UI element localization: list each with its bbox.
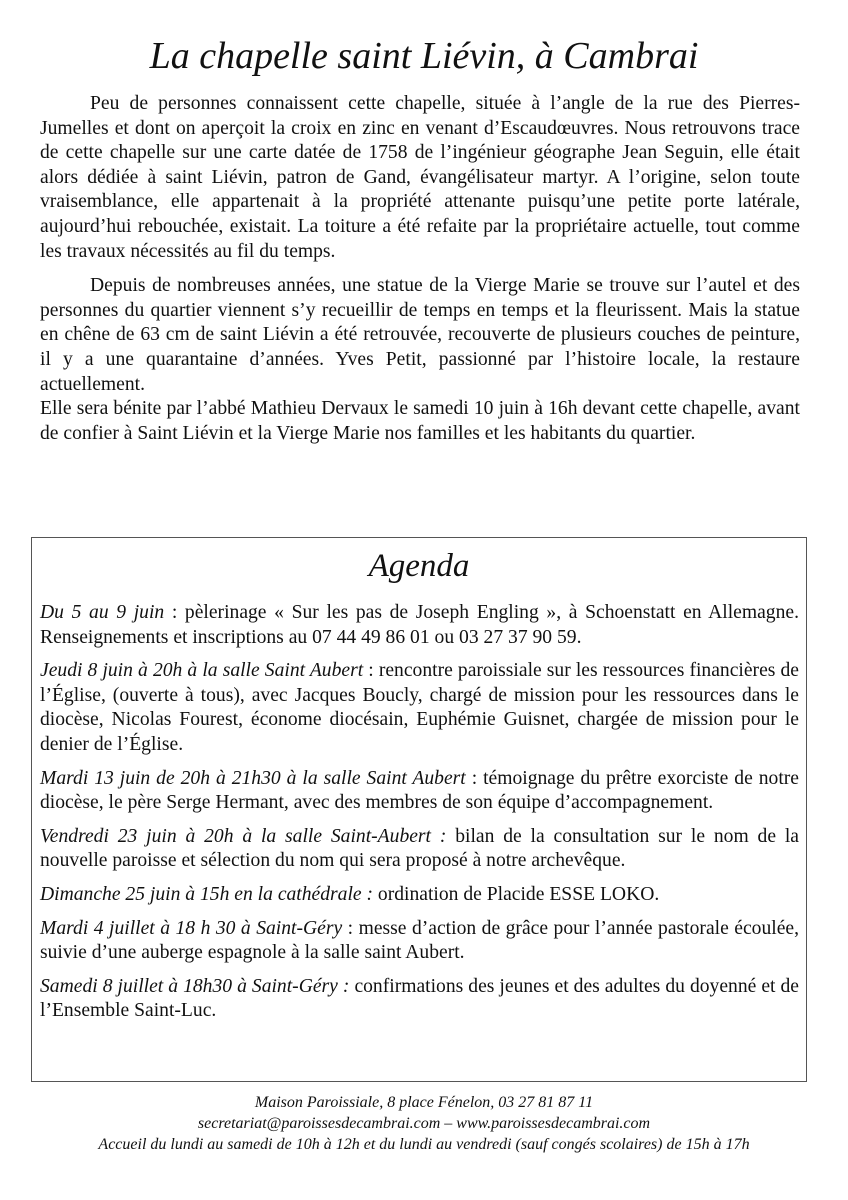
footer-contact: secretariat@paroissesdecambrai.com – www.paroissesdecambrai.com	[197, 1115, 651, 1132]
agenda-item-text: ordination de Placide ESSE LOKO.	[373, 883, 660, 905]
agenda-box	[31, 537, 807, 1082]
agenda-item-text: bilan de la consultation sur le nom de la nouvelle paroisse et sélection du nom qui sera proposé à notre archevêque.	[40, 825, 799, 872]
page-title: La chapelle saint Liévin, à Cambrai	[149, 35, 699, 77]
agenda-item-date: Dimanche 25 juin à 15h en la cathédrale :	[40, 883, 374, 905]
agenda-list	[32, 601, 806, 1024]
article-body	[40, 92, 800, 446]
agenda-item-date: Vendredi 23 juin à 20h à la salle Saint-Aubert :	[40, 825, 447, 847]
agenda-item-text: : témoignage du prêtre exorciste de notre diocèse, le père Serge Hermant, avec des membres de son équipe d’accompagnement.	[40, 767, 799, 814]
footer-hours: Accueil du lundi au samedi de 10h à 12h et du lundi au vendredi (sauf congés scolaires) de 15h à 17h	[98, 1136, 750, 1153]
agenda-item	[40, 601, 799, 650]
agenda-item-date: Jeudi 8 juin à 20h à la salle Saint Aubert	[40, 660, 364, 682]
agenda-item	[40, 767, 799, 816]
agenda-item-date: Mardi 4 juillet à 18 h 30 à Saint-Géry	[40, 917, 343, 939]
agenda-item-text: : pèlerinage « Sur les pas de Joseph Engling », à Schoenstatt en Allemagne. Renseignements et inscriptions au 07 44 49 86 01 ou 03 27 37 90 59.	[40, 602, 799, 648]
article-paragraph: Peu de personnes connaissent cette chapelle, située à l’angle de la rue des Pierres-Jumelles et dont on aperçoit la croix en zinc en venant d’Escaudœuvres. Nous retrouvons trace de cette chapelle sur une carte datée de 1758 de l’ingénieur géographe Jean Seguin, elle était alors dédiée à saint Liévin, patron de Gand, évangélisateur martyr. A l’origine, selon toute vraisemblance, elle appartenait à la propriété attenante puisqu’une petite porte latérale, aujourd’hui rebouchée, existait. La toiture a été refaite par la propriétaire actuelle, tout comme les travaux nécessités au fil du temps.	[40, 93, 800, 262]
agenda-item	[40, 917, 799, 966]
agenda-item	[40, 883, 799, 908]
agenda-item	[40, 659, 799, 757]
agenda-item-date: Du 5 au 9 juin	[40, 602, 165, 623]
article-paragraph: Depuis de nombreuses années, une statue de la Vierge Marie se trouve sur l’autel et des personnes du quartier viennent s’y recueillir de temps en temps et la fleurissent. Mais la statue en chêne de 63 cm de saint Liévin a été retrouvée, recouverte de plusieurs couches de peinture, il y a une quarantaine d’années. Yves Petit, passionné par l’histoire locale, la restaure actuellement.	[40, 275, 800, 395]
agenda-item	[40, 975, 799, 1024]
footer-address: Maison Paroissiale, 8 place Fénelon, 03 27 81 87 11	[254, 1094, 594, 1111]
agenda-item	[40, 825, 799, 874]
agenda-item-text: : rencontre paroissiale sur les ressources financières de l’Église, (ouverte à tous), avec Jacques Boucly, chargé de mission pour les ressources dans le diocèse, Nicolas Fourest, économe diocésain, Euphémie Guisnet, chargée de mission pour le denier de l’Église.	[40, 660, 800, 755]
agenda-item-text: : messe d’action de grâce pour l’année pastorale écoulée, suivie d’une auberge espagnole à la salle saint Aubert.	[40, 917, 799, 964]
agenda-item-date: Samedi 8 juillet à 18h30 à Saint-Géry :	[40, 975, 350, 997]
agenda-title: Agenda	[368, 548, 470, 584]
agenda-item-date: Mardi 13 juin de 20h à 21h30 à la salle Saint Aubert	[40, 767, 466, 789]
agenda-item-text: confirmations des jeunes et des adultes du doyenné et de l’Ensemble Saint-Luc.	[40, 975, 799, 1022]
footer	[0, 1092, 848, 1155]
article-paragraph: Elle sera bénite par l’abbé Mathieu Dervaux le samedi 10 juin à 16h devant cette chapelle, avant de confier à Saint Liévin et la Vierge Marie nos familles et les habitants du quartier.	[40, 398, 800, 444]
